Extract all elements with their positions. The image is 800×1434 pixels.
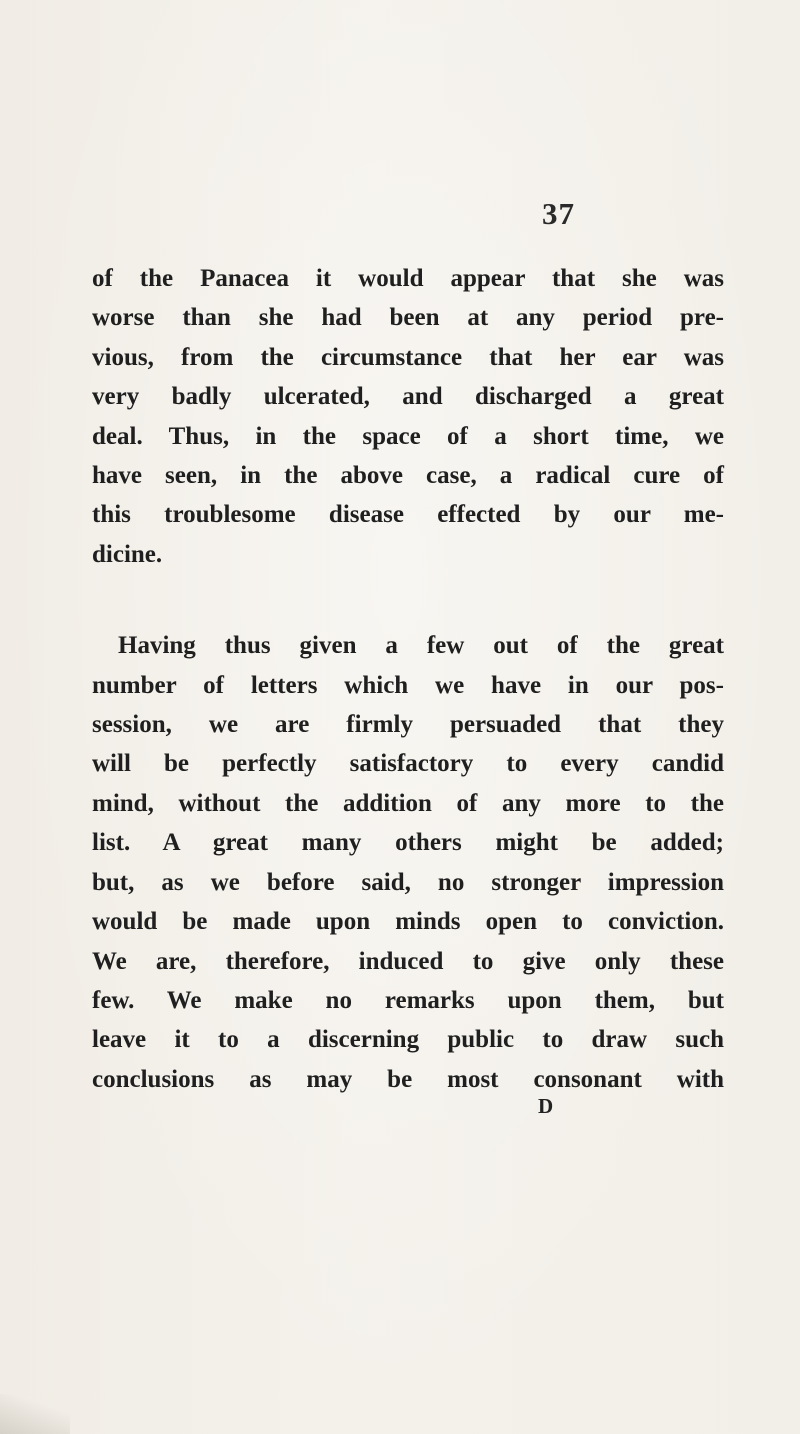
signature-mark: D (538, 1094, 554, 1118)
text-line: very badly ulcerated, and discharged a great (92, 383, 724, 411)
text-line: We are, therefore, induced to give only these (92, 947, 724, 975)
text-line: list. A great many others might be added; (92, 829, 724, 857)
body-text (92, 259, 724, 1099)
text-line: will be perfectly satisfactory to every candid (92, 750, 724, 778)
text-line: worse than she had been at any period pre- (92, 304, 724, 332)
text-line: conclusions as may be most consonant with (92, 1065, 724, 1093)
paragraph-1 (92, 259, 724, 574)
paragraph-2 (92, 626, 724, 1099)
page-corner-smudge (0, 1394, 70, 1434)
paragraph-gap (92, 574, 724, 626)
text-line: deal. Thus, in the space of a short time, we (92, 422, 724, 450)
text-line: session, we are firmly persuaded that they (92, 711, 724, 739)
text-line: dicine. (92, 540, 163, 568)
text-line: would be made upon minds open to conviction. (92, 908, 724, 936)
text-line: have seen, in the above case, a radical cure of (92, 462, 724, 490)
text-line: Having thus given a few out of the great (118, 632, 724, 660)
text-line: leave it to a discerning public to draw such (92, 1026, 724, 1054)
page-number: 37 (542, 196, 575, 231)
text-line: mind, without the addition of any more to the (92, 789, 724, 817)
text-line: but, as we before said, no stronger impression (92, 868, 724, 896)
text-line: this troublesome disease effected by our me- (92, 501, 724, 529)
text-line: number of letters which we have in our pos- (92, 671, 724, 699)
text-line: vious, from the circumstance that her ear was (92, 343, 724, 371)
text-line: few. We make no remarks upon them, but (92, 986, 724, 1014)
text-line: of the Panacea it would appear that she was (92, 265, 724, 292)
